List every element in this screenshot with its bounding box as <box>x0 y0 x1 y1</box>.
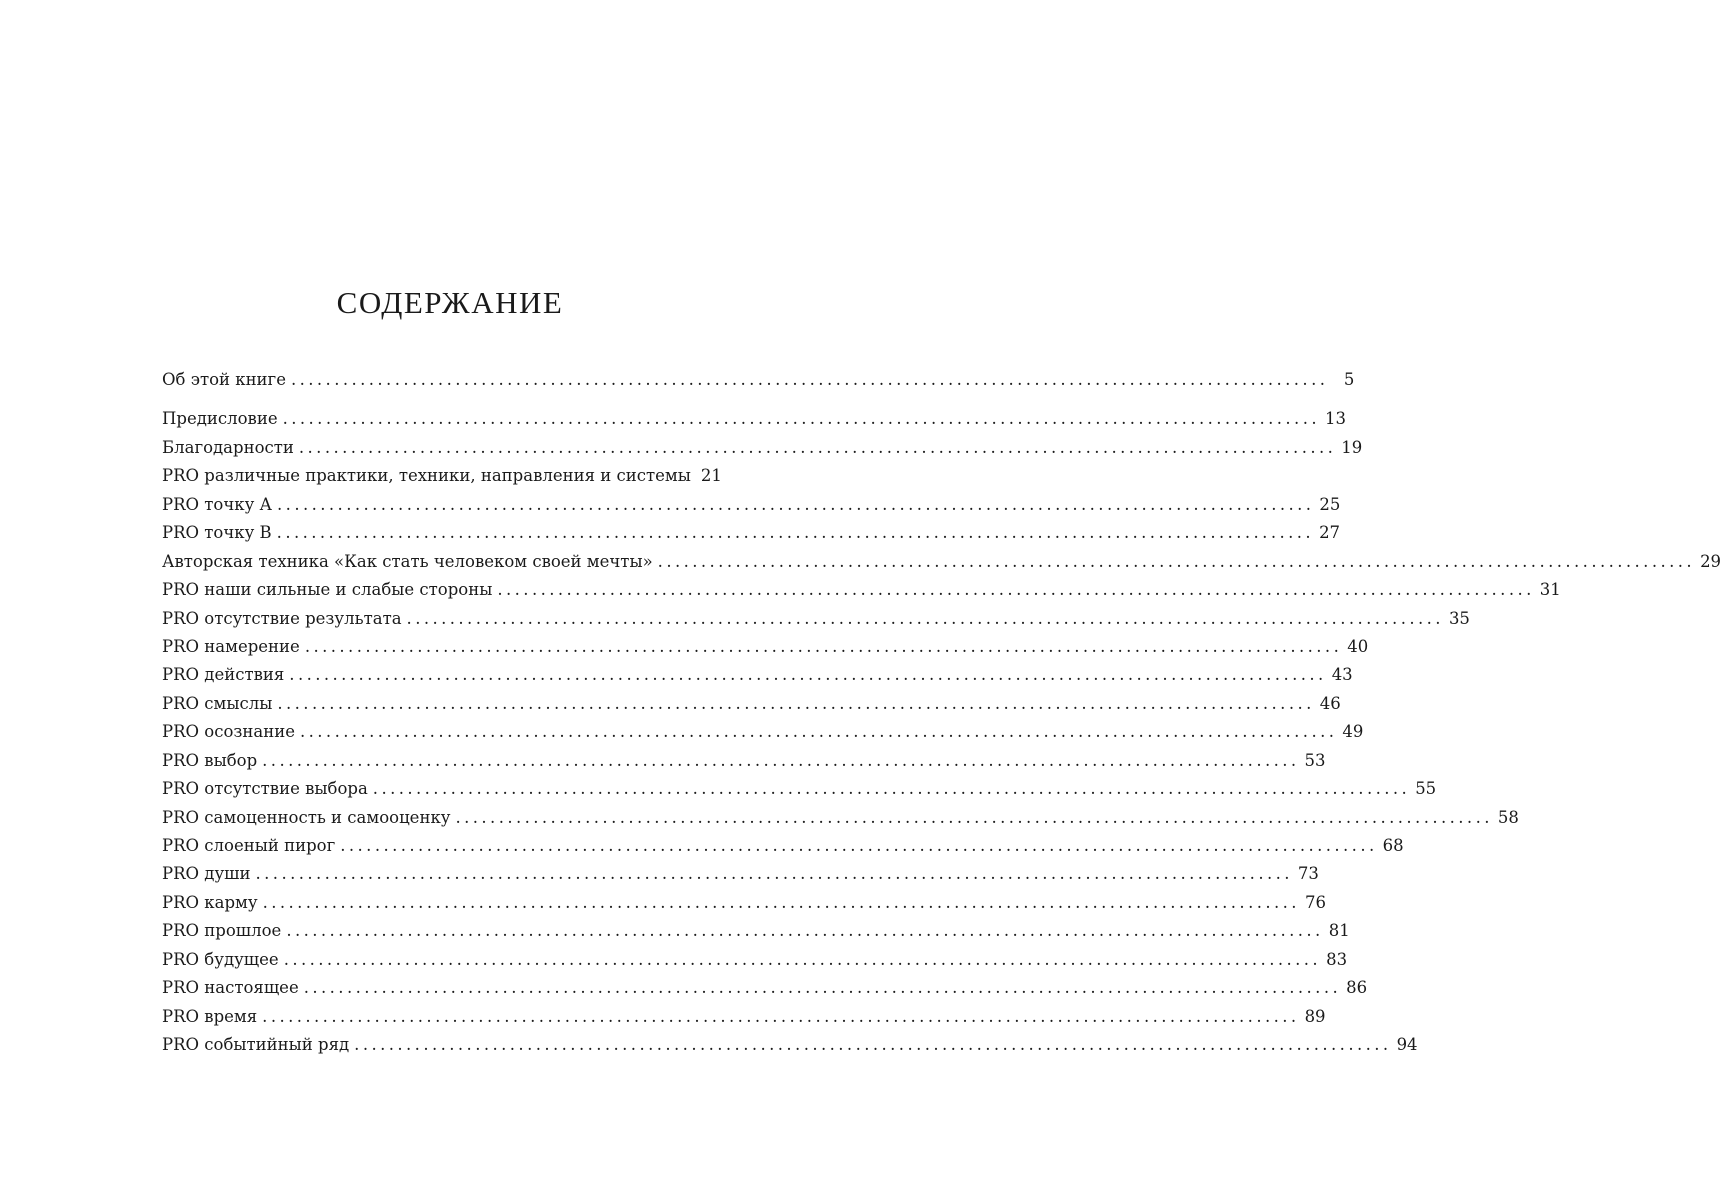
toc-entry-title: PRO отсутствие выбора <box>162 779 368 799</box>
toc-entry-title: PRO событийный ряд <box>162 1035 350 1055</box>
toc-entry-title: PRO точку А <box>162 494 273 514</box>
toc-entry-title: PRO настоящее <box>162 978 299 998</box>
toc-entry-page: 21 <box>700 466 722 486</box>
toc-entry-title: PRO точку В <box>162 523 272 543</box>
toc-entry-title: PRO слоеный пирог <box>162 836 336 855</box>
toc-entry-page: 73 <box>1297 864 1319 884</box>
dot-leader: ........................................................................................................................ <box>372 779 1411 799</box>
toc-entry-page: 86 <box>1346 978 1368 998</box>
toc-entry[interactable] <box>162 864 1319 892</box>
toc-entry[interactable] <box>162 1035 1418 1063</box>
toc-entry-title: PRO прошлое <box>162 921 282 941</box>
dot-leader: ........................................................................................................................ <box>289 665 1327 685</box>
toc-entry[interactable] <box>162 978 1368 1006</box>
toc-entry-title: Об этой книге <box>162 370 286 389</box>
dot-leader: ........................................................................................................................ <box>304 636 1343 656</box>
toc-entry-page: 49 <box>1342 722 1364 742</box>
toc-entry-title: PRO осознание <box>162 722 295 742</box>
toc-entry-page: 25 <box>1319 494 1341 514</box>
dot-leader: ........................................................................................................................ <box>276 523 1315 543</box>
toc-entry-title: PRO время <box>162 1006 258 1026</box>
toc-entry[interactable] <box>162 836 1404 864</box>
toc-entry[interactable] <box>162 949 1348 978</box>
dot-leader: ........................................................................................................................ <box>286 921 1324 941</box>
toc-entry[interactable] <box>162 892 1326 921</box>
table-of-contents <box>162 370 1721 1064</box>
dot-leader: ........................................................................................................................ <box>406 608 1444 628</box>
toc-entry-page: 89 <box>1304 1006 1326 1026</box>
toc-entry-title: PRO выбор <box>162 750 258 770</box>
dot-leader: ........................................................................................................................ <box>282 409 1320 429</box>
toc-entry-page: 31 <box>1539 580 1561 600</box>
toc-entry-page: 29 <box>1700 551 1721 571</box>
toc-entry-page: 35 <box>1448 608 1470 628</box>
toc-entry[interactable] <box>162 750 1326 779</box>
toc-entry-title: PRO карму <box>162 892 258 912</box>
toc-entry[interactable] <box>162 636 1369 665</box>
dot-leader: ........................................................................................................................ <box>298 437 1337 457</box>
toc-entry[interactable] <box>162 779 1437 807</box>
toc-entry[interactable] <box>162 665 1353 693</box>
toc-entry[interactable] <box>162 370 1355 398</box>
toc-entry-page: 43 <box>1331 665 1353 685</box>
toc-entry[interactable] <box>162 494 1341 523</box>
toc-entry-page: 13 <box>1324 409 1346 429</box>
dot-leader: ........................................................................................................................ <box>455 807 1493 827</box>
dot-leader: ........................................................................................................................ <box>290 370 1329 389</box>
toc-entry-page: 94 <box>1396 1035 1418 1055</box>
toc-entry[interactable] <box>162 807 1519 836</box>
dot-leader: ........................................................................................................................ <box>283 949 1322 969</box>
toc-entry-title: PRO будущее <box>162 949 279 969</box>
page-title: СОДЕРЖАНИЕ <box>336 285 564 320</box>
toc-entry-page: 81 <box>1328 921 1350 941</box>
toc-entry-page: 58 <box>1497 807 1519 827</box>
dot-leader: ........................................................................................................................ <box>354 1035 1392 1055</box>
toc-entry-title: PRO различные практики, техники, направления и системы <box>162 466 691 486</box>
toc-entry[interactable] <box>162 722 1364 750</box>
toc-entry[interactable] <box>162 608 1470 637</box>
dot-leader: ........................................................................................................................ <box>497 580 1535 600</box>
toc-entry-title: Благодарности <box>162 437 294 457</box>
toc-entry-title: PRO намерение <box>162 636 300 656</box>
toc-entry[interactable] <box>162 1006 1326 1035</box>
toc-entry-title: PRO отсутствие результата <box>162 608 402 628</box>
toc-entry[interactable] <box>162 921 1350 949</box>
toc-entry-page: 68 <box>1382 836 1404 855</box>
toc-entry-page: 53 <box>1304 750 1326 770</box>
toc-entry[interactable] <box>162 580 1561 608</box>
toc-entry-page: 55 <box>1415 779 1437 799</box>
toc-entry-page: 46 <box>1319 693 1341 713</box>
toc-entry[interactable] <box>162 466 720 494</box>
toc-entry[interactable] <box>162 551 1721 580</box>
dot-leader: ........................................................................................................................ <box>262 1006 1300 1026</box>
dot-leader: ........................................................................................................................ <box>262 750 1300 770</box>
dot-leader: ........................................................................................................................ <box>277 693 1315 713</box>
toc-entry-title: PRO действия <box>162 665 285 685</box>
toc-entry-page: 19 <box>1341 437 1363 457</box>
dot-leader: ........................................................................................................................ <box>340 836 1378 855</box>
toc-entry-page: 27 <box>1319 523 1341 543</box>
toc-entry[interactable] <box>162 523 1341 551</box>
toc-entry-page: 5 <box>1343 370 1355 389</box>
toc-entry-title: PRO наши сильные и слабые стороны <box>162 580 493 600</box>
toc-entry[interactable] <box>162 409 1346 437</box>
toc-entry-page: 76 <box>1304 892 1326 912</box>
toc-entry-page: 83 <box>1326 949 1348 969</box>
toc-entry-title: Авторская техника «Как стать человеком своей мечты» <box>162 551 653 571</box>
toc-entry-title: PRO смыслы <box>162 693 273 713</box>
dot-leader: ........................................................................................................................ <box>255 864 1293 884</box>
toc-entry[interactable] <box>162 693 1341 722</box>
dot-leader: ........................................................................................................................ <box>657 551 1696 571</box>
dot-leader: ........................................................................................................................ <box>300 722 1338 742</box>
toc-entry-title: Предисловие <box>162 409 278 429</box>
toc-entry[interactable] <box>162 437 1363 466</box>
toc-entry-title: PRO души <box>162 864 251 884</box>
toc-entry-page: 40 <box>1347 636 1369 656</box>
dot-leader: ........................................................................................................................ <box>303 978 1342 998</box>
dot-leader: ........................................................................................................................ <box>277 494 1315 514</box>
dot-leader: ........................................................................................................................ <box>262 892 1300 912</box>
toc-entry-title: PRO самоценность и самооценку <box>162 807 451 827</box>
